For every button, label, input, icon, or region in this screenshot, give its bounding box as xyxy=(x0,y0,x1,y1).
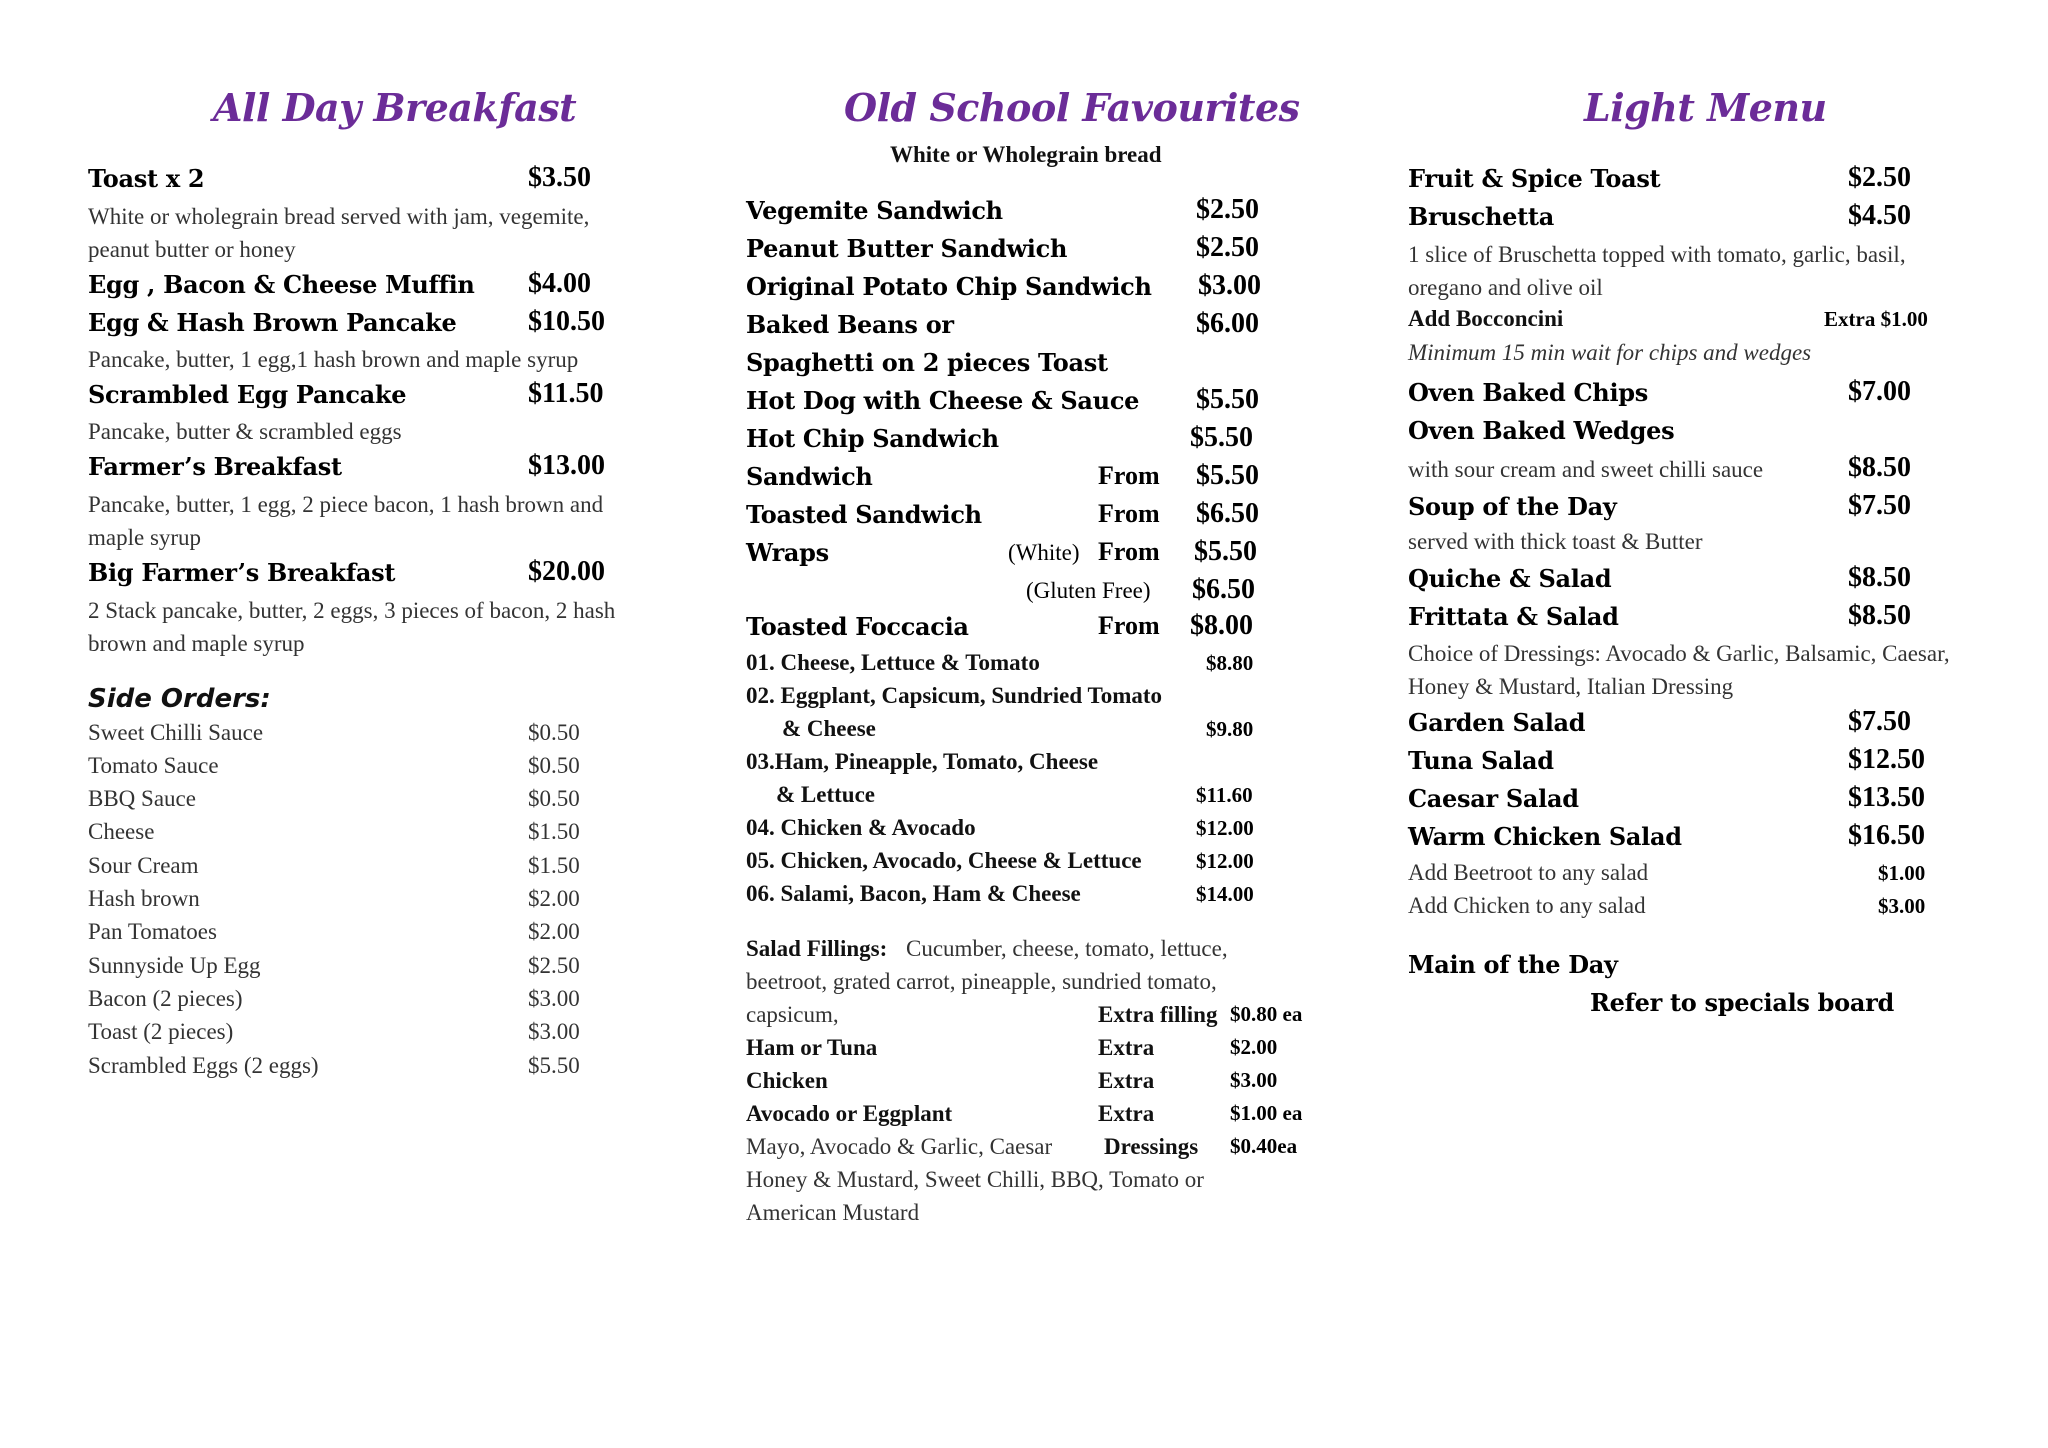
menu-item-name: Spaghetti on 2 pieces Toast xyxy=(746,348,1108,377)
wrap-variant: (Gluten Free) xyxy=(1026,578,1151,603)
menu-item-name: Oven Baked Chips xyxy=(1408,378,1648,407)
extra-item: Ham or Tuna xyxy=(746,1035,878,1060)
foccacia-option: 04. Chicken & Avocado xyxy=(746,815,976,840)
extra-item: Chicken xyxy=(746,1068,828,1093)
wrap-variant: (White) xyxy=(1008,540,1080,565)
menu-item-name: Quiche & Salad xyxy=(1408,564,1612,593)
foccacia-option: 05. Chicken, Avocado, Cheese & Lettuce xyxy=(746,848,1142,873)
salad-addon-price: $3.00 xyxy=(1878,894,1926,918)
menu-item-desc: Pancake, butter & scrambled eggs xyxy=(88,419,402,444)
bocconcini-price: Extra $1.00 xyxy=(1824,307,1928,331)
side-price: $5.50 xyxy=(528,1053,580,1078)
extra-price: $1.00 ea xyxy=(1230,1101,1303,1125)
menu-item-name: Peanut Butter Sandwich xyxy=(746,234,1068,263)
side-price: $1.50 xyxy=(528,819,580,844)
menu-item-name: Hot Dog with Cheese & Sauce xyxy=(746,386,1140,415)
salad-addon: Add Beetroot to any salad xyxy=(1408,860,1649,885)
side-price: $2.00 xyxy=(528,919,580,944)
extra-label: Extra xyxy=(1098,1068,1155,1093)
menu-item-name: Warm Chicken Salad xyxy=(1408,822,1682,851)
breakfast-title: All Day Breakfast xyxy=(213,85,577,130)
side-item: Sweet Chilli Sauce xyxy=(88,720,264,745)
bocconcini-addon: Add Bocconcini xyxy=(1408,306,1564,331)
foccacia-price: $12.00 xyxy=(1196,816,1254,840)
menu-item-name: Soup of the Day xyxy=(1408,492,1617,521)
dressings-label: Dressings xyxy=(1104,1134,1199,1159)
menu-item-desc: White or wholegrain bread served with jam, vegemite, peanut butter or honey xyxy=(88,204,590,262)
menu-item-price: $2.50 xyxy=(1196,232,1259,263)
menu-item-name: Baked Beans or xyxy=(746,310,954,339)
light-menu-title: Light Menu xyxy=(1584,85,1827,130)
menu-item-desc: 2 Stack pancake, butter, 2 eggs, 3 pieces of bacon, 2 hash brown and maple syrup xyxy=(88,598,616,656)
menu-item-price: $13.50 xyxy=(1848,782,1925,813)
main-of-day-desc: Refer to specials board xyxy=(1590,988,1894,1017)
side-price: $2.00 xyxy=(528,886,580,911)
menu-item-name: Wraps xyxy=(746,538,829,567)
menu-item-name: Toast x 2 xyxy=(88,164,205,193)
foccacia-price: $8.80 xyxy=(1206,651,1254,675)
menu-item-price: $16.50 xyxy=(1848,820,1925,851)
menu-item-price: $8.50 xyxy=(1848,452,1911,483)
foccacia-price: $11.60 xyxy=(1196,783,1253,807)
salad-fillings-text: Cucumber, cheese, tomato, lettuce, xyxy=(906,936,1228,961)
wedges-desc: with sour cream and sweet chilli sauce xyxy=(1408,457,1764,482)
foccacia-option: 06. Salami, Bacon, Ham & Cheese xyxy=(746,881,1081,906)
salad-addon: Add Chicken to any salad xyxy=(1408,893,1646,918)
menu-item-price: $3.00 xyxy=(1198,270,1261,301)
from-label: From xyxy=(1098,461,1160,490)
main-of-day-title: Main of the Day xyxy=(1408,950,1618,979)
from-label: From xyxy=(1098,611,1160,640)
extra-label: Extra xyxy=(1098,1035,1155,1060)
menu-item-name: Big Farmer’s Breakfast xyxy=(88,558,396,587)
extra-filling-label: Extra filling xyxy=(1098,1002,1218,1027)
side-item: Pan Tomatoes xyxy=(88,919,217,944)
salad-fillings-text: beetroot, grated carrot, pineapple, sundried tomato, xyxy=(746,969,1217,994)
from-label: From xyxy=(1098,537,1160,566)
menu-item-price: $4.50 xyxy=(1848,200,1911,231)
menu-item-desc: served with thick toast & Butter xyxy=(1408,529,1703,554)
menu-item-price: $7.50 xyxy=(1848,706,1911,737)
extra-item: Avocado or Eggplant xyxy=(746,1101,953,1126)
salad-fillings-label: Salad Fillings: xyxy=(746,936,888,961)
menu-item-price: $5.50 xyxy=(1190,422,1253,453)
extra-price: $2.00 xyxy=(1230,1035,1278,1059)
extra-price: $3.00 xyxy=(1230,1068,1278,1092)
salad-addon-price: $1.00 xyxy=(1878,861,1926,885)
menu-item-name: Tuna Salad xyxy=(1408,746,1554,775)
menu-item-price: $3.50 xyxy=(528,162,591,193)
menu-item-price: $20.00 xyxy=(528,556,605,587)
side-price: $3.00 xyxy=(528,986,580,1011)
menu-item-price: $8.50 xyxy=(1848,600,1911,631)
menu-item-desc: 1 slice of Bruschetta topped with tomato, garlic, basil, oregano and olive oil xyxy=(1408,242,1906,300)
extra-label: Extra xyxy=(1098,1101,1155,1126)
menu-item-price: $7.50 xyxy=(1848,490,1911,521)
from-label: From xyxy=(1098,499,1160,528)
side-price: $0.50 xyxy=(528,720,580,745)
menu-item-price: $2.50 xyxy=(1196,194,1259,225)
menu-item-price: $13.00 xyxy=(528,450,605,481)
menu-item-desc: Pancake, butter, 1 egg,1 hash brown and maple syrup xyxy=(88,347,579,372)
menu-item-name: Original Potato Chip Sandwich xyxy=(746,272,1152,301)
menu-item-name: Toasted Foccacia xyxy=(746,612,969,641)
menu-item-name: Farmer’s Breakfast xyxy=(88,452,342,481)
menu-item-desc: Pancake, butter, 1 egg, 2 piece bacon, 1 hash brown and maple syrup xyxy=(88,492,604,550)
side-item: Hash brown xyxy=(88,886,200,911)
dressings-price: $0.40ea xyxy=(1230,1134,1298,1158)
side-item: Tomato Sauce xyxy=(88,753,219,778)
menu-item-price: $5.50 xyxy=(1194,536,1257,567)
wait-note: Minimum 15 min wait for chips and wedges xyxy=(1408,340,1812,365)
menu-item-name: Garden Salad xyxy=(1408,708,1586,737)
foccacia-price: $12.00 xyxy=(1196,849,1254,873)
old-school-title: Old School Favourites xyxy=(844,85,1300,130)
menu-item-name: Fruit & Spice Toast xyxy=(1408,164,1661,193)
foccacia-option: 01. Cheese, Lettuce & Tomato xyxy=(746,650,1040,675)
dressings-text: Honey & Mustard, Sweet Chilli, BBQ, Tomato or xyxy=(746,1167,1204,1192)
side-item: Sunnyside Up Egg xyxy=(88,953,261,978)
old-school-subtitle: White or Wholegrain bread xyxy=(890,142,1162,167)
side-price: $1.50 xyxy=(528,853,580,878)
side-item: Cheese xyxy=(88,819,155,844)
menu-item-price: $7.00 xyxy=(1848,376,1911,407)
side-price: $3.00 xyxy=(528,1019,580,1044)
menu-item-price: $4.00 xyxy=(528,268,591,299)
foccacia-option: & Cheese xyxy=(782,716,876,741)
menu-item-price: $6.50 xyxy=(1192,574,1255,605)
dressings-text: American Mustard xyxy=(746,1200,920,1225)
menu-item-price: $11.50 xyxy=(528,378,604,409)
menu-item-name: Egg & Hash Brown Pancake xyxy=(88,308,457,337)
foccacia-option: 03.Ham, Pineapple, Tomato, Cheese xyxy=(746,749,1099,774)
extra-filling-price: $0.80 ea xyxy=(1230,1002,1303,1026)
menu-item-name: Oven Baked Wedges xyxy=(1408,416,1675,445)
side-item: Sour Cream xyxy=(88,853,199,878)
menu-item-name: Bruschetta xyxy=(1408,202,1554,231)
menu-item-price: $6.00 xyxy=(1196,308,1259,339)
menu-item-name: Toasted Sandwich xyxy=(746,500,982,529)
menu-item-price: $12.50 xyxy=(1848,744,1925,775)
side-item: BBQ Sauce xyxy=(88,786,196,811)
menu-item-name: Vegemite Sandwich xyxy=(746,196,1003,225)
foccacia-price: $9.80 xyxy=(1206,717,1254,741)
side-price: $0.50 xyxy=(528,753,580,778)
side-item: Toast (2 pieces) xyxy=(88,1019,234,1044)
side-item: Bacon (2 pieces) xyxy=(88,986,243,1011)
foccacia-price: $14.00 xyxy=(1196,882,1254,906)
menu-item-name: Caesar Salad xyxy=(1408,784,1579,813)
dressings-choice: Choice of Dressings: Avocado & Garlic, Balsamic, Caesar, Honey & Mustard, Italian Dressing xyxy=(1408,641,1950,699)
menu-item-price: $6.50 xyxy=(1196,498,1259,529)
salad-fillings-text: capsicum, xyxy=(746,1002,839,1027)
menu-item-price: $2.50 xyxy=(1848,162,1911,193)
menu-item-price: $8.50 xyxy=(1848,562,1911,593)
side-price: $2.50 xyxy=(528,953,580,978)
foccacia-option: 02. Eggplant, Capsicum, Sundried Tomato xyxy=(746,683,1163,708)
menu-item-price: $5.50 xyxy=(1196,460,1259,491)
side-item: Scrambled Eggs (2 eggs) xyxy=(88,1053,319,1078)
foccacia-option: & Lettuce xyxy=(776,782,875,807)
menu-item-price: $8.00 xyxy=(1190,610,1253,641)
dressings-text: Mayo, Avocado & Garlic, Caesar xyxy=(746,1134,1053,1159)
menu-item-name: Egg , Bacon & Cheese Muffin xyxy=(88,270,475,299)
menu-item-name: Frittata & Salad xyxy=(1408,602,1619,631)
side-price: $0.50 xyxy=(528,786,580,811)
menu-item-name: Sandwich xyxy=(746,462,873,491)
side-orders-heading: Side Orders: xyxy=(88,684,271,714)
menu-item-name: Hot Chip Sandwich xyxy=(746,424,999,453)
menu-item-price: $10.50 xyxy=(528,306,605,337)
menu-item-price: $5.50 xyxy=(1196,384,1259,415)
menu-item-name: Scrambled Egg Pancake xyxy=(88,380,407,409)
